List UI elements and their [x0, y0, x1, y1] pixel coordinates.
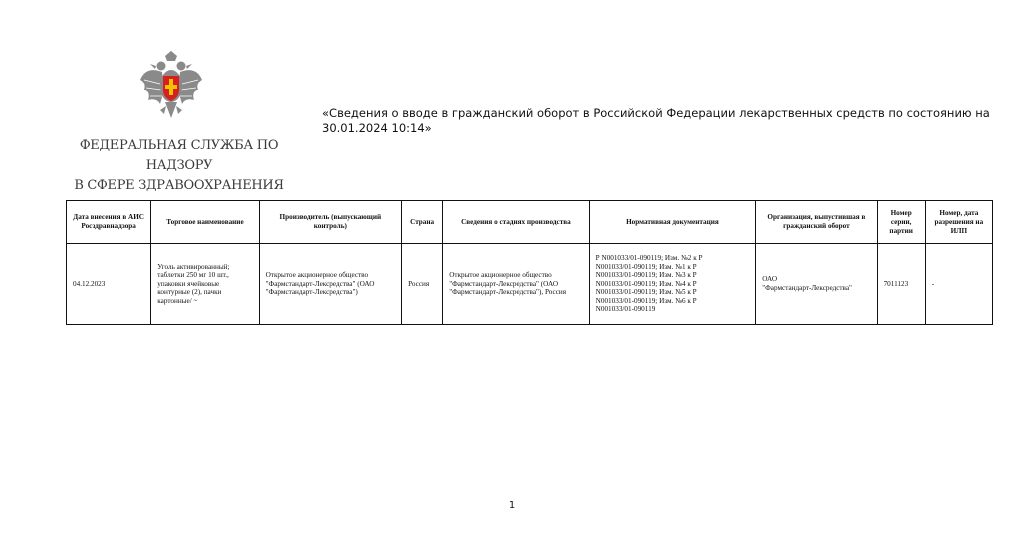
cell-organization: ОАО "Фармстандарт-Лексредства"	[756, 244, 877, 325]
column-header-date: Дата внесения в АИС Росздравнадзора	[67, 201, 151, 244]
cell-production-stages: Открытое акционерное общество "Фармстандарт-Лексредства" (ОАО "Фармстандарт-Лексредства"), Россия	[443, 244, 589, 325]
column-header-country: Страна	[402, 201, 443, 244]
column-header-batch-number: Номер серии, партии	[877, 201, 925, 244]
cell-permit: -	[925, 244, 992, 325]
column-header-trade-name: Торговое наименование	[151, 201, 259, 244]
cell-trade-name: Уголь активированный; таблетки 250 мг 10 шт., упаковки ячейковые контурные (2), пачки картонные/ ~	[151, 244, 259, 325]
agency-name-line-1: ФЕДЕРАЛЬНАЯ СЛУЖБА ПО НАДЗОРУ	[79, 138, 279, 173]
cell-date: 04.12.2023	[67, 244, 151, 325]
document-title: «Сведения о вводе в гражданский оборот в Российской Федерации лекарственных средств по состоянию на 30.01.2024 10:14»	[322, 106, 990, 135]
cell-manufacturer: Открытое акционерное общество "Фармстандарт-Лексредства" (ОАО "Фармстандарт-Лексредства")	[259, 244, 401, 325]
column-header-permit: Номер, дата разрешения на ИЛП	[925, 201, 992, 244]
cell-batch-number: 7011123	[877, 244, 925, 325]
table-row	[67, 244, 993, 325]
medicines-table	[66, 200, 993, 325]
table-header-row	[67, 201, 993, 244]
agency-name-line-2: В СФЕРЕ ЗДРАВООХРАНЕНИЯ	[74, 178, 284, 193]
page-number: 1	[508, 500, 516, 511]
cell-normative-docs: Р N001033/01-090119; Изм. №2 к Р N001033/01-090119; Изм. №1 к Р N001033/01-090119; Изм. №3 к Р N001033/01-090119; Изм. №4 к Р N001033/01-090119; Изм. №5 к Р N001033/01-090119; Изм. №6 к Р N001033/01-090119	[589, 244, 756, 325]
cell-country: Россия	[402, 244, 443, 325]
column-header-production-stages: Сведения о стадиях производства	[443, 201, 589, 244]
column-header-organization: Организация, выпустившая в гражданский оборот	[756, 201, 877, 244]
column-header-manufacturer: Производитель (выпускающий контроль)	[259, 201, 401, 244]
double-headed-eagle-emblem-icon	[138, 50, 204, 124]
agency-logo	[60, 50, 300, 193]
agency-name	[64, 136, 294, 196]
column-header-normative-docs: Нормативная документация	[589, 201, 756, 244]
